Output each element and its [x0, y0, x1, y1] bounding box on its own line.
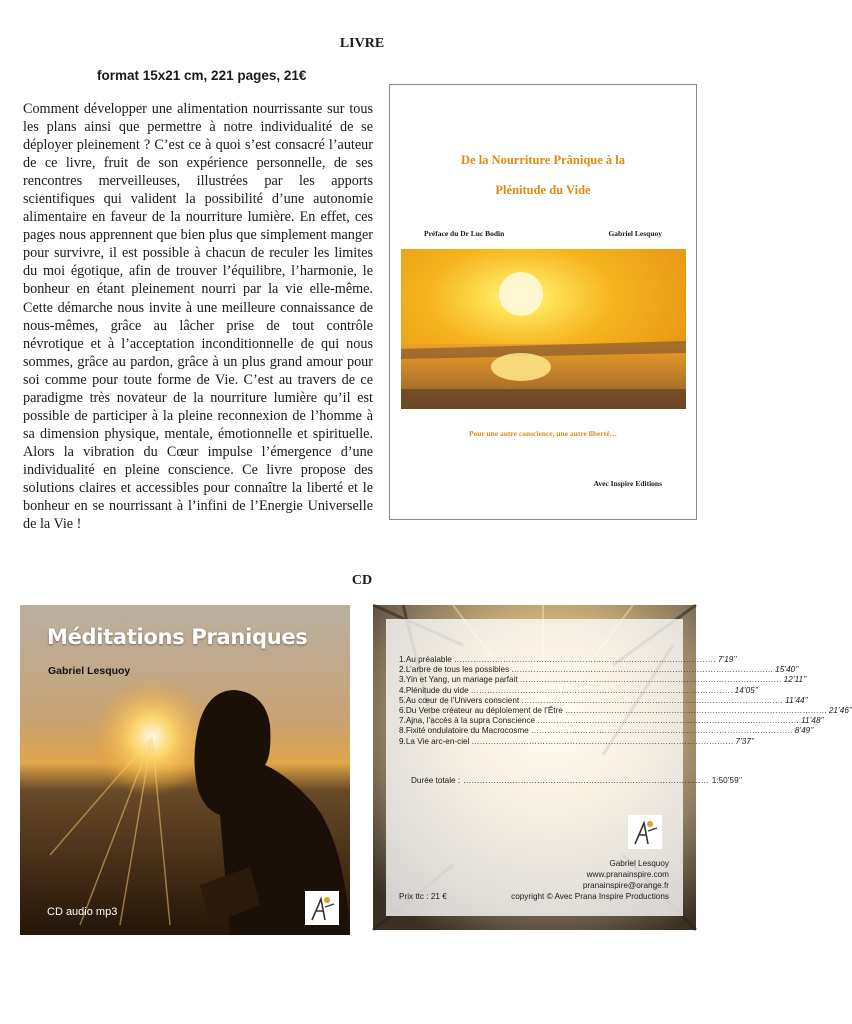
track-duration: 11’44’’	[785, 695, 808, 705]
track-number: 7.	[399, 716, 406, 726]
cd-front-cover	[20, 605, 350, 935]
cd-front-photo	[20, 605, 350, 935]
cd-front-format-label: CD audio mp3	[47, 906, 118, 918]
email-link[interactable]: pranainspire@orange.fr	[582, 881, 669, 890]
track-number: 8.	[399, 726, 406, 736]
book-cover-title-line2: Plénitude du Vide	[495, 183, 591, 197]
section-heading-livre: LIVRE	[339, 36, 385, 51]
track-duration: 21’46’’	[828, 705, 852, 715]
track-row	[399, 685, 759, 696]
sunset-photo	[401, 249, 686, 409]
dot-leader: ……………………………………………………………………………………	[519, 675, 782, 685]
book-cover-title-line1: De la Nourriture Prânique à la	[461, 153, 625, 167]
total-duration-value: 1:50’59’’	[711, 776, 743, 785]
track-duration: 12’11’’	[783, 675, 807, 685]
dot-leader: ……………………………………………………………………………………	[453, 655, 716, 664]
dot-leader: ………………………………………………………………………………	[463, 776, 709, 785]
track-title: Du Verbe créateur au déploiement de l’Être	[405, 705, 563, 715]
total-duration	[411, 776, 743, 785]
dot-leader: ……………………………………………………………………………………	[471, 736, 734, 746]
track-row	[399, 695, 808, 706]
dot-leader: ……………………………………………………………………………………	[470, 685, 733, 695]
book-cover-author: Gabriel Lesquoy	[608, 229, 662, 238]
track-title: L’arbre de tous les possibles	[405, 665, 510, 675]
track-row	[399, 736, 755, 747]
track-number: 1.	[399, 655, 406, 664]
track-row	[399, 665, 799, 675]
dot-leader: ……………………………………………………………………………………	[530, 726, 793, 736]
track-number: 2.	[399, 665, 406, 675]
prana-inspire-logo	[628, 815, 662, 849]
track-row	[399, 716, 824, 726]
book-description: Comment développer une alimentation nourrissante sur tous les plans ainsi que permettre à notre individualité de se déployer pleinement ? C’est ce à quoi s’est consacré l’auteur de ce livre, fruit de son expérience personnelle, de ses rencontres merveilleuses, illustrées par les apports scientifiques qui valident la possibilité d’une autonomie alimentaire en faveur de la nourriture lumière. En effet, ces pages nous apprennent que bien plus que simplement manger pour survivre, il est possible à chacun de reculer les limites du moi égotique, afin de trouver l’équilibre, l’harmonie, le bonheur en étant pleinement nourri par la vie elle-même. Cette démarche nous invite à une meilleure connaissance de nous-mêmes, grâce au lâcher prise de tout contrôle névrotique et à l’acceptation inconditionnelle de qui nous sommes, grâce au pardon, grâce à un plus grand amour pour soi comme pour toute forme de Vie. C’est au travers de ce paradigme très novateur de la nourriture lumière qu’il est possible de participer à la pleine reconnexion de l’homme à sa dimension physique, mentale, émotionnelle et spirituelle. Alors la vibration du Cœur impulse l’émergence d’une individualité en pleine conscience. Ce livre propose des solutions claires et accessibles pour connaître la liberté et le bonheur en se nourrissant à l’infini de l’Energie Universelle de la Vie !	[23, 101, 373, 533]
book-format-info: format 15x21 cm, 221 pages, 21€	[97, 68, 307, 83]
track-title: La Vie arc-en-ciel	[405, 736, 470, 746]
track-number: 4.	[399, 685, 406, 695]
dot-leader: ……………………………………………………………………………………	[511, 665, 774, 675]
track-number: 5.	[399, 695, 406, 705]
section-heading-cd: CD	[351, 573, 373, 588]
track-title: Plénitude du vide	[405, 685, 469, 695]
track-title: Fixité ondulatoire du Macrocosme	[405, 726, 529, 736]
dot-leader: ……………………………………………………………………………………	[521, 695, 784, 705]
cd-back-cover	[373, 605, 852, 930]
book-cover-image	[389, 84, 697, 520]
track-number: 9.	[399, 736, 406, 746]
track-duration: 15’40’’	[775, 665, 799, 675]
dot-leader: ……………………………………………………………………………………	[537, 716, 800, 726]
total-duration-label: Durée totale :	[411, 776, 461, 785]
tracklist	[399, 655, 852, 747]
track-title: Ajna, l’accès à la supra Conscience	[405, 716, 536, 726]
track-title: Yin et Yang, un mariage parfait	[405, 675, 518, 685]
track-row	[399, 675, 807, 685]
track-duration: 7’19’’	[717, 655, 737, 664]
track-duration: 8’49’’	[794, 726, 814, 736]
track-row	[399, 655, 737, 665]
copyright-notice: copyright © Avec Prana Inspire Productions	[511, 892, 669, 901]
track-row	[399, 705, 852, 716]
dot-leader: ……………………………………………………………………………………	[564, 705, 827, 715]
cd-price: Prix ttc : 21 €	[399, 892, 447, 901]
track-row	[399, 726, 814, 736]
track-title: Au cœur de l’Univers conscient	[405, 695, 520, 705]
book-cover-tagline: Pour une autre conscience, une autre liberté…	[468, 429, 618, 438]
book-cover-preface: Préface du Dr Luc Bodin	[424, 229, 505, 238]
cd-front-author: Gabriel Lesquoy	[48, 665, 131, 677]
track-duration: 7’37’’	[735, 736, 755, 746]
track-title: Au préalable	[405, 655, 452, 664]
cd-back-author: Gabriel Lesquoy	[609, 859, 669, 868]
track-number: 3.	[399, 675, 406, 685]
track-number: 6.	[399, 705, 406, 715]
book-cover-publisher: Avec Inspire Editions	[593, 479, 662, 488]
track-duration: 11’48’’	[801, 716, 824, 726]
prana-inspire-logo	[305, 891, 339, 925]
cd-front-title: Méditations Praniques	[47, 625, 308, 649]
website-link[interactable]: www.pranainspire.com	[586, 870, 669, 879]
track-duration: 14’05’’	[734, 685, 759, 695]
